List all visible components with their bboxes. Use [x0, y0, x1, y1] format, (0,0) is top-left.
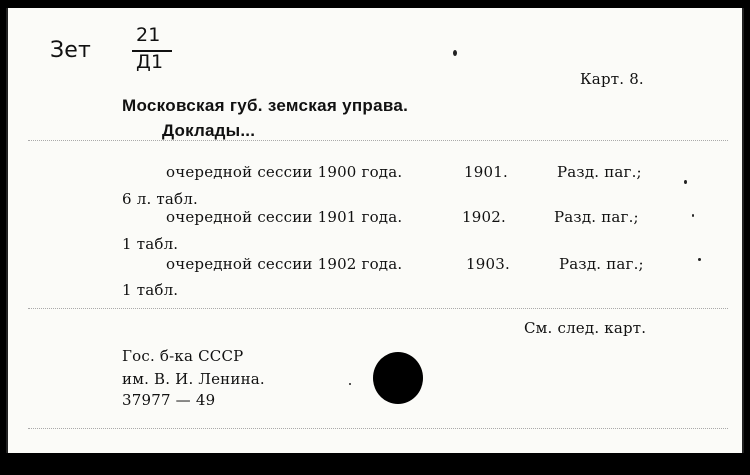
entry-pagination: Разд. паг.;: [557, 163, 642, 181]
entry-extra: 1 табл.: [122, 235, 179, 253]
entry-pagination: Разд. паг.;: [559, 255, 644, 273]
card-subheading: Доклады...: [162, 121, 256, 140]
library-dedication: им. В. И. Ленина.: [122, 370, 265, 388]
library-name: Гос. б-ка СССР: [122, 347, 244, 365]
handwritten-numerator: 21: [136, 24, 161, 46]
see-next-card: См. след. карт.: [524, 319, 647, 337]
entry-year: 1901.: [464, 163, 508, 181]
entry-session: очередной сессии 1900 года.: [166, 163, 403, 181]
library-inventory: 37977 — 49: [122, 391, 216, 409]
entry-year: 1903.: [466, 255, 510, 273]
entry-extra: 1 табл.: [122, 281, 179, 299]
handwritten-denominator: Д1: [136, 51, 164, 73]
card-heading: Московская губ. земская управа.: [122, 96, 409, 115]
punch-hole: [373, 352, 423, 404]
entry-pagination: Разд. паг.;: [554, 208, 639, 226]
entry-extra: 6 л. табл.: [122, 190, 198, 208]
entry-year: 1902.: [462, 208, 506, 226]
card-number: Карт. 8.: [580, 70, 644, 88]
ink-speck: [698, 258, 701, 261]
handwritten-code: Зет: [50, 38, 92, 63]
ink-speck: [684, 180, 687, 184]
catalog-card: [6, 8, 744, 453]
ink-speck: [692, 214, 694, 217]
ink-speck: [349, 383, 351, 385]
scan-artifact: [28, 308, 728, 310]
ink-speck: [453, 50, 457, 56]
scan-artifact: [28, 428, 728, 430]
scan-artifact: [28, 140, 728, 142]
entry-session: очередной сессии 1902 года.: [166, 255, 403, 273]
entry-session: очередной сессии 1901 года.: [166, 208, 403, 226]
